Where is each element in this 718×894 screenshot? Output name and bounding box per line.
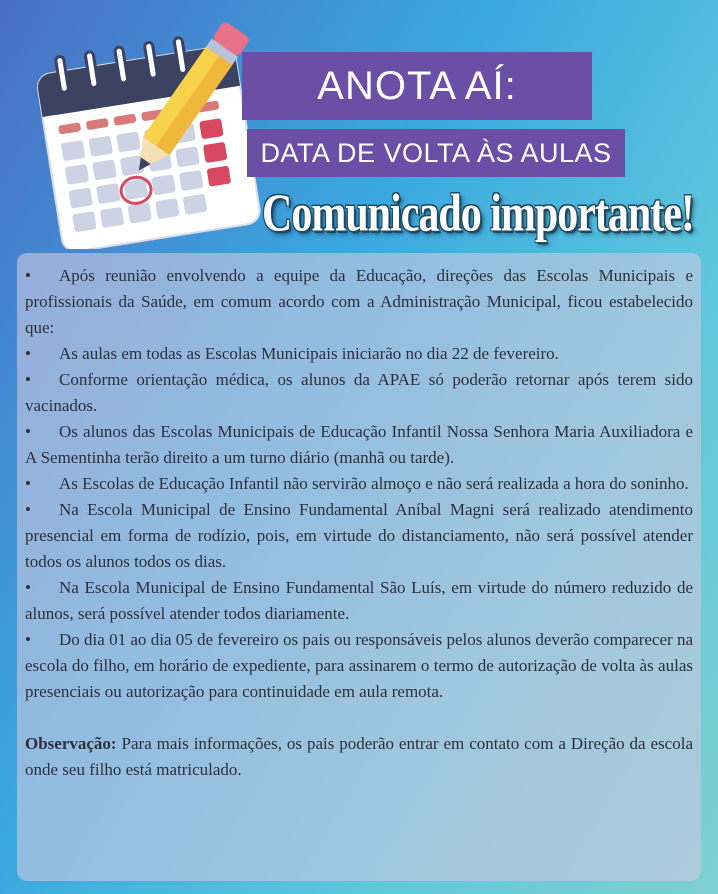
observation-note: [25, 731, 693, 783]
list-item: • Na Escola Municipal de Ensino Fundamental Aníbal Magni será realizado atendimento presencial em forma de rodízio, pois, em virtude do distanciamento, não será possível atender todos os alunos todos os dias.: [25, 500, 693, 571]
observation-text: Para mais informações, os pais poderão entrar em contato com a Direção da escola onde seu filho está matriculado.: [25, 734, 693, 779]
subtitle-banner: [247, 129, 625, 177]
headline: Comunicado importante!: [262, 185, 694, 243]
list-item: • Conforme orientação médica, os alunos da APAE só poderão retornar após terem sido vacinados.: [25, 370, 693, 415]
title-text: ANOTA AÍ:: [317, 63, 517, 108]
list-item: • As aulas em todas as Escolas Municipais iniciarão no dia 22 de fevereiro.: [25, 344, 559, 363]
list-item: • Após reunião envolvendo a equipe da Educação, direções das Escolas Municipais e profissionais da Saúde, em comum acordo com a Administração Municipal, ficou estabelecido que:: [25, 266, 693, 337]
list-item: • Na Escola Municipal de Ensino Fundamental São Luís, em virtude do número reduzido de alunos, será possível atender todos diariamente.: [25, 578, 693, 623]
list-item: • Do dia 01 ao dia 05 de fevereiro os pais ou responsáveis pelos alunos deverão comparecer na escola do filho, em horário de expediente, para assinarem o termo de autorização de volta às aulas presenciais ou autorização para continuidade em aula remota.: [25, 630, 693, 701]
observation-label: Observação:: [25, 734, 117, 753]
title-banner: [242, 52, 592, 120]
list-item: • As Escolas de Educação Infantil não servirão almoço e não será realizada a hora do soninho.: [25, 474, 689, 493]
list-item: • Os alunos das Escolas Municipais de Educação Infantil Nossa Senhora Maria Auxiliadora e A Sementinha terão direito a um turno diário (manhã ou tarde).: [25, 422, 693, 467]
announcement-panel: [17, 253, 701, 881]
calendar-pencil-icon: [30, 14, 265, 249]
subtitle-text: DATA DE VOLTA ÀS AULAS: [260, 137, 612, 168]
